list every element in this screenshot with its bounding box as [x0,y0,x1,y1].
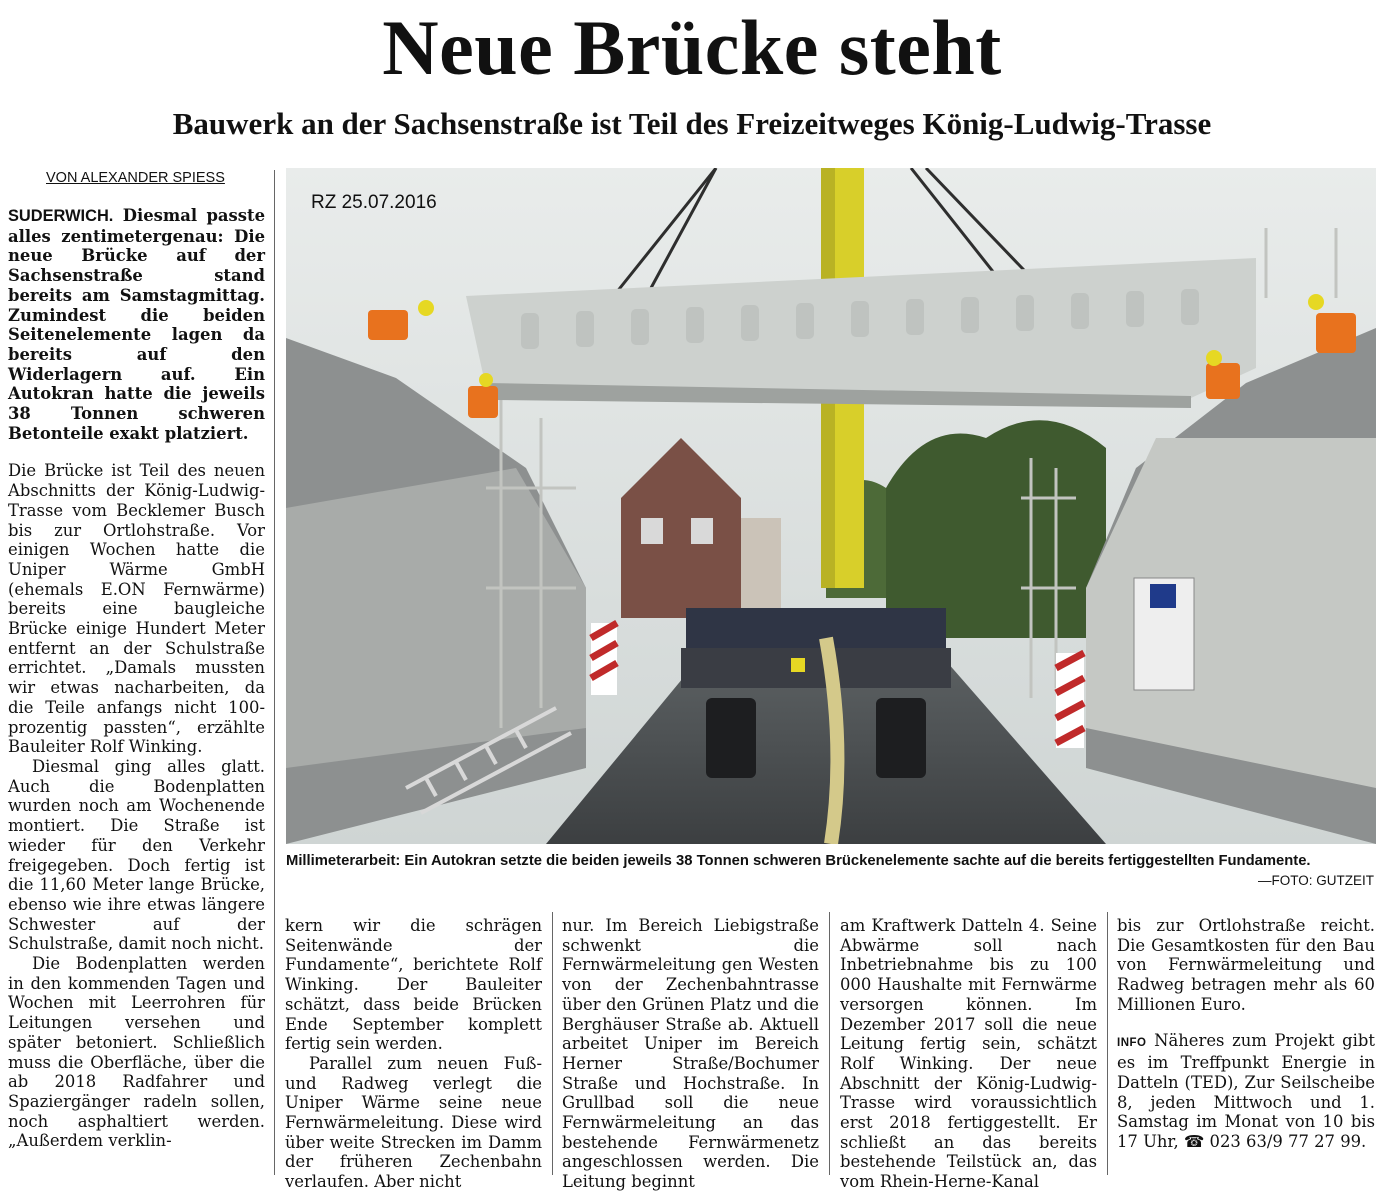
column-divider [552,912,553,1175]
body-paragraph: Diesmal ging alles glatt. Auch die Bodenplatten wurden noch am Wochenende montiert. Die Straße ist wieder für den Verkehr freigegeben. Doch fertig ist die 11,60 Meter lange Brücke, ebenso wie ihre etwas längere Schwester auf der Schulstraße, damit noch nicht. [8,756,265,954]
bridge-construction-photo [286,168,1376,844]
body-paragraph: kern wir die schrägen Seitenwände der Fundamente“, berichtete Rolf Winking. Der Bauleiter schätzt, dass beide Brücken Ende September komplett fertig sein werden. [285,916,542,1054]
article-photo [286,168,1376,844]
date-stamp: RZ 25.07.2016 [311,192,437,213]
info-box [1117,1031,1375,1152]
photo-caption: Millimeterarbeit: Ein Autokran setzte die beiden jeweils 38 Tonnen schweren Brückenelemente sachte auf die bereits fertiggestellten Fundamente. [286,853,1311,869]
article-column-4 [840,916,1097,1192]
column-divider [274,170,275,1175]
article-column-3 [562,916,819,1192]
author-byline: VON ALEXANDER SPIESS [46,170,225,186]
body-paragraph: bis zur Ortlohstraße reicht. Die Gesamtkosten für den Bau von Fernwärmeleitung und Radweg betragen mehr als 60 Millionen Euro. [1117,916,1375,1014]
lead-text: Diesmal passte alles zentimetergenau: Die neue Brücke auf der Sachsenstraße stand bereits am Samstagmittag. Zumindest die beiden Seitenelemente lagen da bereits auf den Widerlagern auf. Ein Autokran hatte die jeweils 38 Tonnen schweren Betonteile exakt platziert. [8,206,265,443]
subheadline: Bauwerk an der Sachsenstraße ist Teil des Freizeitweges König-Ludwig-Trasse [172,106,1212,141]
body-paragraph: Die Brücke ist Teil des neuen Abschnitts der König-Ludwig-Trasse vom Becklemer Busch bis zur Ortlohstraße. Vor einigen Wochen hatte die Uniper Wärme GmbH (ehemals E.ON Fernwärme) bereits eine baugleiche Brücke einige Hundert Meter entfernt an der Schulstraße errichtet. „Damals mussten wir etwas nacharbeiten, da die Teile anfangs nicht 100-prozentig passten“, erzählte Bauleiter Rolf Winking. [8,461,265,757]
headline: Neue Brücke steht [382,4,1002,91]
article-column-2 [285,916,542,1192]
column-divider [829,912,830,1175]
body-paragraph: nur. Im Bereich Liebigstraße schwenkt die Fernwärmeleitung gen Westen von der Zechenbahntrasse über den Grünen Platz und die Berghäuser Straße ab. Aktuell arbeitet Uniper im Bereich Herner Straße/Bochumer Straße und Hochstraße. In Grullbad soll die neue Fernwärmeleitung an das bestehende Fernwärmenetz angeschlossen werden. Die Leitung beginnt [562,916,819,1192]
photo-credit: —FOTO: GUTZEIT [1258,873,1374,888]
article-column-5 [1117,916,1375,1152]
body-paragraph: Parallel zum neuen Fuß- und Radweg verlegt die Uniper Wärme seine neue Fernwärmeleitung. Diese wird über weite Strecken im Damm der früheren Zechenbahn verlaufen. Aber nicht [285,1053,542,1192]
body-paragraph: am Kraftwerk Datteln 4. Seine Abwärme soll nach Inbetriebnahme bis zu 100 000 Haushalte mit Fernwärme versorgen können. Im Dezember 2017 soll die neue Leitung fertig sein, schätzt Rolf Winking. Der neue Abschnitt der König-Ludwig-Trasse wird voraussichtlich erst 2018 fertiggestellt. Er schließt an das bereits bestehende Teilstück an, das vom Rhein-Herne-Kanal [840,916,1097,1192]
info-phone: 023 63/9 77 27 99. [1209,1132,1367,1152]
info-text: Näheres zum Projekt gibt es im Treffpunkt Energie in Datteln (TED), Zur Seilscheibe 8, jeden Mittwoch und 1. Samstag im Monat von 10 bis 17 Uhr, [1117,1030,1375,1152]
article-column-1 [8,206,265,1151]
column-divider [1107,912,1108,1175]
lead-paragraph [8,206,265,443]
telephone-icon: ☎ [1183,1132,1205,1152]
lead-location: SUDERWICH. [8,207,114,225]
body-paragraph: Die Bodenplatten werden in den kommenden Tagen und Wochen mit Leerrohren für Leitungen versehen und später betoniert. Schließlich muss die Oberfläche, über die ab 2018 Radfahrer und Spaziergänger radeln sollen, noch asphaltiert werden. „Außerdem verklin- [8,954,265,1151]
info-label: INFO [1117,1036,1147,1049]
